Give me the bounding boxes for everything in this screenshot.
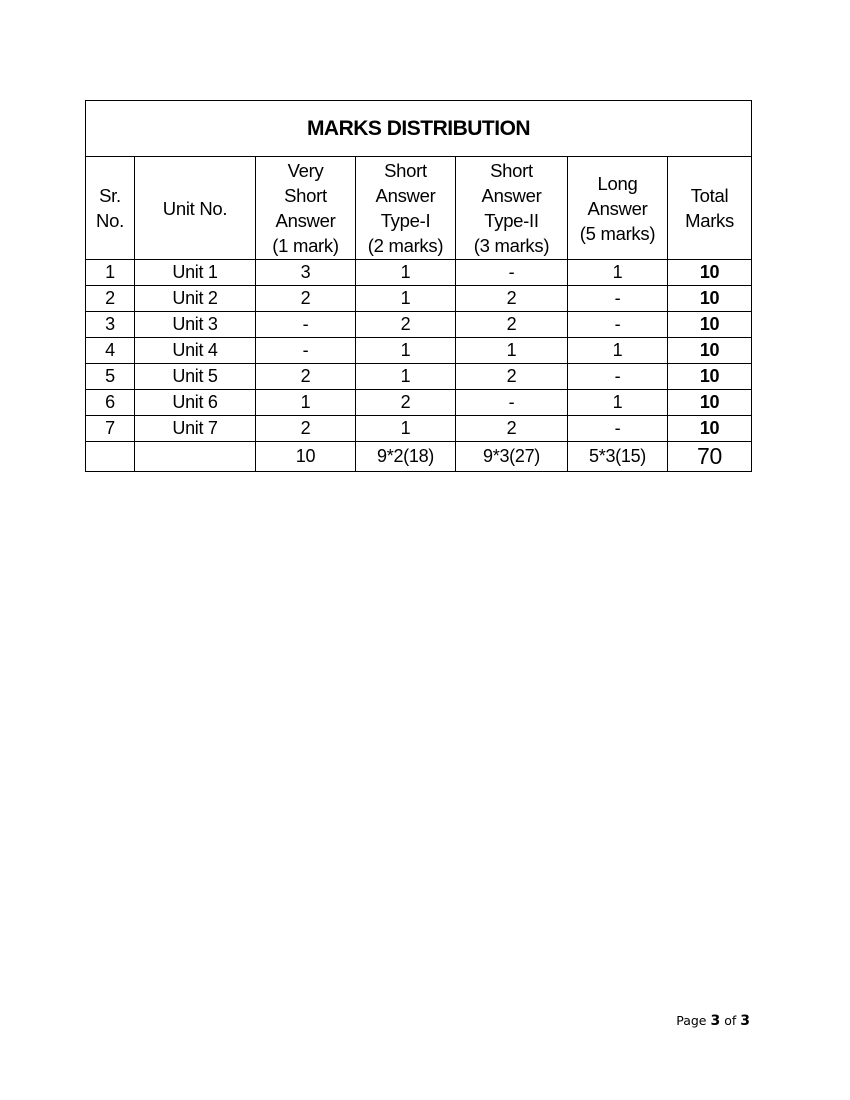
cell-total: 10 — [668, 286, 752, 312]
cell-short-type-1: 2 — [356, 312, 456, 338]
cell-sr: 4 — [86, 338, 135, 364]
summary-long: 5*3(15) — [568, 442, 668, 472]
table-row — [86, 312, 752, 338]
cell-unit: Unit 7 — [135, 416, 256, 442]
cell-short-type-2: 2 — [456, 364, 568, 390]
table-title: MARKS DISTRIBUTION — [86, 101, 752, 157]
page-footer — [676, 1013, 750, 1029]
header-short-answer-type-1 — [356, 157, 456, 260]
cell-short-type-2: 2 — [456, 312, 568, 338]
header-line: Short — [284, 185, 327, 206]
marks-distribution-table — [85, 100, 752, 472]
table-row — [86, 390, 752, 416]
cell-short-type-2: 1 — [456, 338, 568, 364]
cell-very-short: - — [256, 312, 356, 338]
cell-total: 10 — [668, 416, 752, 442]
table-row — [86, 260, 752, 286]
header-line: Unit No. — [162, 197, 228, 219]
cell-short-type-1: 1 — [356, 338, 456, 364]
header-line: Marks — [685, 210, 734, 231]
header-long-answer — [568, 157, 668, 260]
cell-unit: Unit 3 — [135, 312, 256, 338]
cell-short-type-1: 2 — [356, 390, 456, 416]
cell-sr: 7 — [86, 416, 135, 442]
header-line: Very — [287, 160, 324, 181]
summary-short-type-1: 9*2(18) — [356, 442, 456, 472]
cell-long: 1 — [568, 390, 668, 416]
summary-unit — [135, 442, 256, 472]
cell-short-type-1: 1 — [356, 260, 456, 286]
cell-sr: 3 — [86, 312, 135, 338]
cell-long: - — [568, 364, 668, 390]
cell-long: 1 — [568, 260, 668, 286]
summary-row — [86, 442, 752, 472]
table-title-row — [86, 101, 752, 157]
header-line: Short — [384, 160, 427, 181]
footer-page-label: Page — [676, 1013, 707, 1028]
table-row — [86, 338, 752, 364]
header-line: (5 marks) — [579, 222, 656, 244]
cell-sr: 2 — [86, 286, 135, 312]
cell-long: - — [568, 286, 668, 312]
cell-short-type-1: 1 — [356, 286, 456, 312]
summary-very-short: 10 — [256, 442, 356, 472]
footer-current-page: 3 — [710, 1013, 721, 1029]
cell-sr: 6 — [86, 390, 135, 416]
header-line: Answer — [275, 210, 336, 231]
cell-very-short: 2 — [256, 416, 356, 442]
summary-grand-total: 70 — [668, 442, 752, 472]
header-line: (2 marks) — [367, 235, 444, 256]
header-line: (3 marks) — [473, 235, 550, 256]
cell-very-short: 2 — [256, 286, 356, 312]
header-sr-no — [86, 157, 135, 260]
header-unit-no — [135, 157, 256, 260]
header-line: Type-I — [380, 210, 431, 231]
cell-sr: 5 — [86, 364, 135, 390]
header-short-answer-type-2 — [456, 157, 568, 260]
cell-very-short: - — [256, 338, 356, 364]
cell-unit: Unit 1 — [135, 260, 256, 286]
header-line: Answer — [375, 185, 436, 206]
cell-short-type-2: - — [456, 260, 568, 286]
cell-long: 1 — [568, 338, 668, 364]
cell-total: 10 — [668, 338, 752, 364]
header-line: Answer — [587, 197, 648, 219]
cell-short-type-2: - — [456, 390, 568, 416]
cell-very-short: 1 — [256, 390, 356, 416]
cell-sr: 1 — [86, 260, 135, 286]
table-body — [86, 260, 752, 442]
cell-total: 10 — [668, 260, 752, 286]
header-line: (1 mark) — [272, 235, 339, 256]
cell-very-short: 3 — [256, 260, 356, 286]
header-line: No. — [96, 210, 124, 231]
table-row — [86, 364, 752, 390]
cell-total: 10 — [668, 312, 752, 338]
header-line: Answer — [481, 185, 542, 206]
header-total-marks — [668, 157, 752, 260]
cell-short-type-1: 1 — [356, 416, 456, 442]
cell-very-short: 2 — [256, 364, 356, 390]
header-line: Sr. — [99, 185, 121, 206]
cell-long: - — [568, 416, 668, 442]
table-row — [86, 286, 752, 312]
header-very-short-answer — [256, 157, 356, 260]
header-line: Type-II — [484, 210, 539, 231]
summary-short-type-2: 9*3(27) — [456, 442, 568, 472]
cell-unit: Unit 6 — [135, 390, 256, 416]
table-row — [86, 416, 752, 442]
header-line: Long — [597, 172, 638, 194]
summary-sr — [86, 442, 135, 472]
cell-short-type-1: 1 — [356, 364, 456, 390]
cell-total: 10 — [668, 390, 752, 416]
cell-long: - — [568, 312, 668, 338]
header-line: Short — [490, 160, 533, 181]
header-line: Total — [690, 185, 729, 206]
cell-short-type-2: 2 — [456, 286, 568, 312]
footer-total-pages: 3 — [740, 1013, 750, 1029]
cell-short-type-2: 2 — [456, 416, 568, 442]
header-row — [86, 157, 752, 260]
cell-unit: Unit 5 — [135, 364, 256, 390]
cell-unit: Unit 2 — [135, 286, 256, 312]
cell-total: 10 — [668, 364, 752, 390]
cell-unit: Unit 4 — [135, 338, 256, 364]
footer-of-label: of — [724, 1013, 737, 1028]
